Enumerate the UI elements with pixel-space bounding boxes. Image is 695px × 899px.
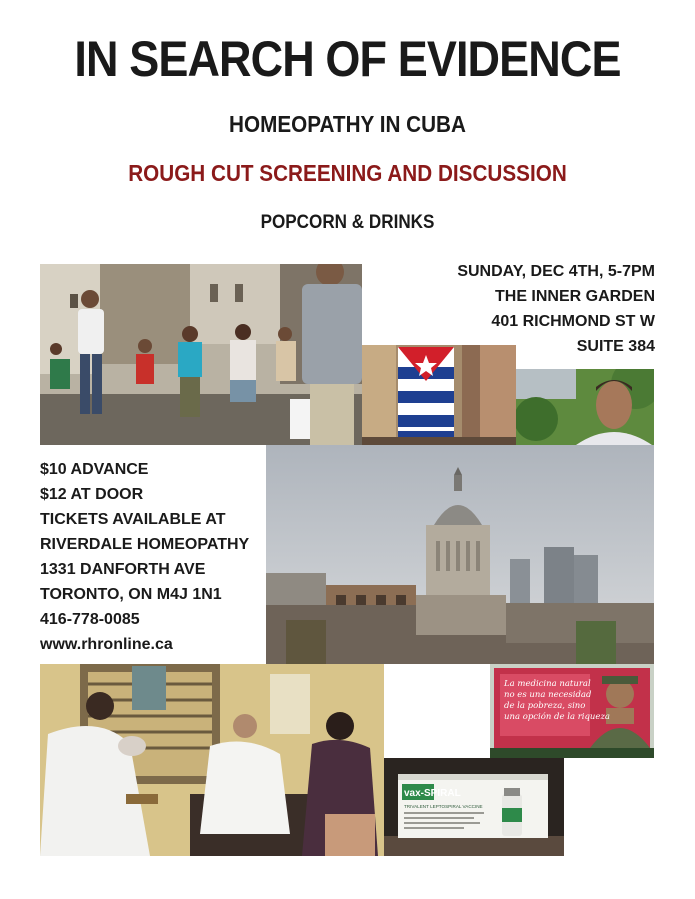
billboard-line-1: La medicina natural bbox=[504, 679, 591, 689]
ticket-advance: $10 ADVANCE bbox=[40, 461, 149, 478]
ticket-street: 1331 DANFORTH AVE bbox=[40, 561, 206, 578]
cuban-flag-photo bbox=[362, 345, 516, 445]
event-venue: THE INNER GARDEN bbox=[494, 288, 655, 305]
clinic-consultation-photo bbox=[40, 664, 384, 856]
vaccine-subtitle: TRIVALENT LEPTOSPIRAL VACCINE bbox=[404, 804, 483, 809]
ticket-door: $12 AT DOOR bbox=[40, 486, 144, 503]
billboard-line-2: no es una necesidad bbox=[504, 690, 592, 700]
event-address: 401 RICHMOND ST W bbox=[491, 313, 655, 330]
street-scene-photo bbox=[40, 264, 362, 445]
poster-title: IN SEARCH OF EVIDENCE bbox=[74, 31, 621, 87]
screening-heading: ROUGH CUT SCREENING AND DISCUSSION bbox=[128, 160, 567, 186]
ticket-info bbox=[40, 457, 249, 657]
event-date: SUNDAY, DEC 4TH, 5-7PM bbox=[457, 263, 655, 280]
ticket-website[interactable]: www.rhronline.ca bbox=[40, 636, 173, 653]
event-suite: SUITE 384 bbox=[576, 338, 655, 355]
man-portrait-photo bbox=[516, 369, 654, 445]
extras-line: POPCORN & DRINKS bbox=[260, 212, 435, 233]
billboard-photo bbox=[490, 664, 654, 758]
vaccine-box-photo bbox=[384, 758, 564, 856]
event-info bbox=[457, 259, 655, 359]
vaccine-brand: vax-SPIRAL bbox=[404, 788, 461, 799]
ticket-available: TICKETS AVAILABLE AT bbox=[40, 511, 226, 528]
ticket-phone: 416-778-0085 bbox=[40, 611, 140, 628]
poster-subtitle: HOMEOPATHY IN CUBA bbox=[229, 111, 466, 137]
ticket-city: TORONTO, ON M4J 1N1 bbox=[40, 586, 222, 603]
ticket-store: RIVERDALE HOMEOPATHY bbox=[40, 536, 250, 553]
havana-skyline-photo bbox=[266, 445, 654, 664]
billboard-line-4: una opción de la riqueza bbox=[504, 712, 610, 722]
billboard-line-3: de la pobreza, sino bbox=[504, 701, 586, 711]
